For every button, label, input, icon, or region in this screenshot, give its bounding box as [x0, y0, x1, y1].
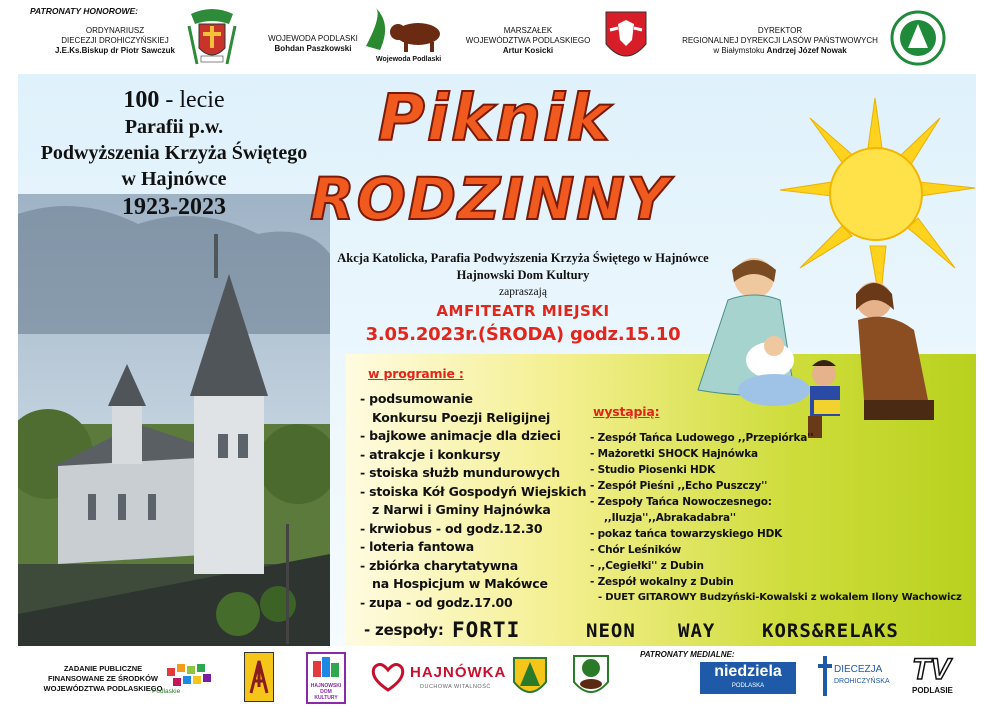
list-item: Konkursu Poezji Religijnej: [372, 409, 551, 425]
list-item: - ,,Cegiełki'' z Dubin: [590, 560, 704, 572]
band-forti: FORTI: [452, 618, 521, 642]
bands-label: - zespoły:: [364, 621, 444, 639]
title-line1: Piknik: [378, 82, 612, 156]
program-list: [360, 390, 586, 612]
diecezja-logo: DIECEZJA DROHICZYŃSKA: [834, 664, 890, 685]
podlaskie-logo-icon: Podlaskie: [162, 654, 218, 700]
tv-podlasie-logo: TV PODLASIE: [912, 653, 953, 695]
bison-logo-icon: Wojewoda Podlaski: [362, 6, 454, 68]
list-item: - Zespoły Tańca Nowoczesnego:: [590, 496, 772, 508]
bands-row: [364, 618, 964, 644]
hajnowka-brand: HAJNÓWKA: [410, 664, 507, 681]
title-line2: RODZINNY: [310, 165, 671, 233]
gmina-coat-of-arms-icon: [572, 654, 610, 700]
akcja-katolicka-logo-icon: [244, 652, 274, 702]
venue-text: AMFITEATR MIEJSKI: [436, 302, 610, 320]
band-kors-relaks: KORS&RELAKS: [762, 620, 899, 642]
list-item: - Mażoretki SHOCK Hajnówka: [590, 448, 758, 460]
sponsors-footer: ZADANIE PUBLICZNE FINANSOWANE ZE ŚRODKÓW WOJEWÓDZTWA PODLASKIEGO Podlaskie HAJNOWSKI DOM KULTURY HAJNÓWKA DUCHOWA WITALNOŚĆ PATRONATY MEDIALNE: niedziela PODLASKA DIECEZJA DROHICZYŃSKA TV PODLASIE: [0, 648, 1000, 709]
anniversary-block: 100 - lecie Parafii p.w. Podwyższenia Krzyża Świętego w Hajnówce 1923-2023: [40, 87, 308, 220]
hajnowka-coat-of-arms-icon: [512, 656, 548, 700]
list-item: - DUET GITAROWY Budzyński-Kowalski z wokalem Ilony Wachowicz: [598, 592, 962, 603]
date-time-text: 3.05.2023r.(ŚRODA) godz.15.10: [365, 324, 681, 345]
list-item: - zbiórka charytatywna: [360, 557, 518, 573]
list-item: - Chór Leśników: [590, 544, 681, 556]
list-item: - Studio Piosenki HDK: [590, 464, 716, 476]
patronaty-honorowe-label: PATRONATY HONOROWE:: [30, 6, 138, 16]
poster: [18, 74, 976, 646]
list-item: - stoiska Kół Gospodyń Wiejskich: [360, 483, 587, 499]
list-item: - Zespół Pieśni ,,Echo Puszczy'': [590, 480, 768, 492]
list-item: na Hospicjum w Makówce: [372, 576, 548, 591]
list-item: - Zespół Tańca Ludowego ,,Przepiórka'': [590, 432, 814, 444]
performers-heading: wystąpią:: [593, 404, 660, 419]
program-heading: w programie :: [368, 366, 464, 381]
niedziela-logo: niedziela PODLASKA: [700, 662, 796, 694]
podlaskie-coat-of-arms-icon: [604, 10, 648, 66]
patrons-header: [0, 0, 1000, 72]
list-item: - loteria fantowa: [360, 539, 475, 554]
band-neon: NEON: [586, 620, 636, 642]
list-item: - zupa - od godz.17.00: [360, 594, 513, 610]
funding-note: ZADANIE PUBLICZNE FINANSOWANE ZE ŚRODKÓW WOJEWÓDZTWA PODLASKIEGO: [43, 664, 163, 693]
hdk-logo-icon: HAJNOWSKI DOM KULTURY: [306, 652, 346, 704]
patron-voivode: WOJEWODA PODLASKI Bohdan Paszkowski: [268, 34, 358, 53]
list-item: - pokaz tańca towarzyskiego HDK: [590, 528, 783, 540]
list-item: ,,Iluzja'',,Abrakadabra'': [604, 512, 736, 524]
organizers-block: Akcja Katolicka, Parafia Podwyższenia Krzyża Świętego w Hajnówce Hajnowski Dom Kultury zapraszają: [337, 251, 709, 298]
bishop-coat-of-arms-icon: [185, 4, 239, 66]
band-way: WAY: [678, 620, 716, 642]
patron-bishop: ORDYNARIUSZ DIECEZJI DROHICZYŃSKIEJ J.E.Ks.Biskup dr Piotr Sawczuk: [54, 26, 176, 55]
list-item: z Narwi i Gminy Hajnówka: [372, 502, 551, 517]
list-item: - atrakcje i konkursy: [360, 446, 501, 462]
church-illustration: [18, 194, 330, 646]
lasy-panstwowe-logo-icon: [890, 10, 946, 66]
list-item: - stoiska służb mundurowych: [360, 465, 560, 480]
list-item: - podsumowanie: [360, 391, 473, 406]
patron-forest-director: DYREKTOR REGIONALNEJ DYREKCJI LASÓW PAŃSTWOWYCH w Białymstoku Andrzej Józef Nowak: [682, 26, 878, 55]
media-patrons-label: PATRONATY MEDIALNE:: [640, 650, 735, 659]
cross-icon: [818, 656, 832, 696]
performers-list: [590, 430, 962, 606]
patron-marshal: MARSZAŁEK WOJEWÓDZTWA PODLASKIEGO Artur Kosicki: [465, 26, 591, 55]
hajnowka-heart-icon: [368, 660, 408, 694]
list-item: - bajkowe animacje dla dzieci: [360, 428, 561, 443]
list-item: - Zespół wokalny z Dubin: [590, 576, 734, 588]
list-item: - krwiobus - od godz.12.30: [360, 520, 543, 536]
